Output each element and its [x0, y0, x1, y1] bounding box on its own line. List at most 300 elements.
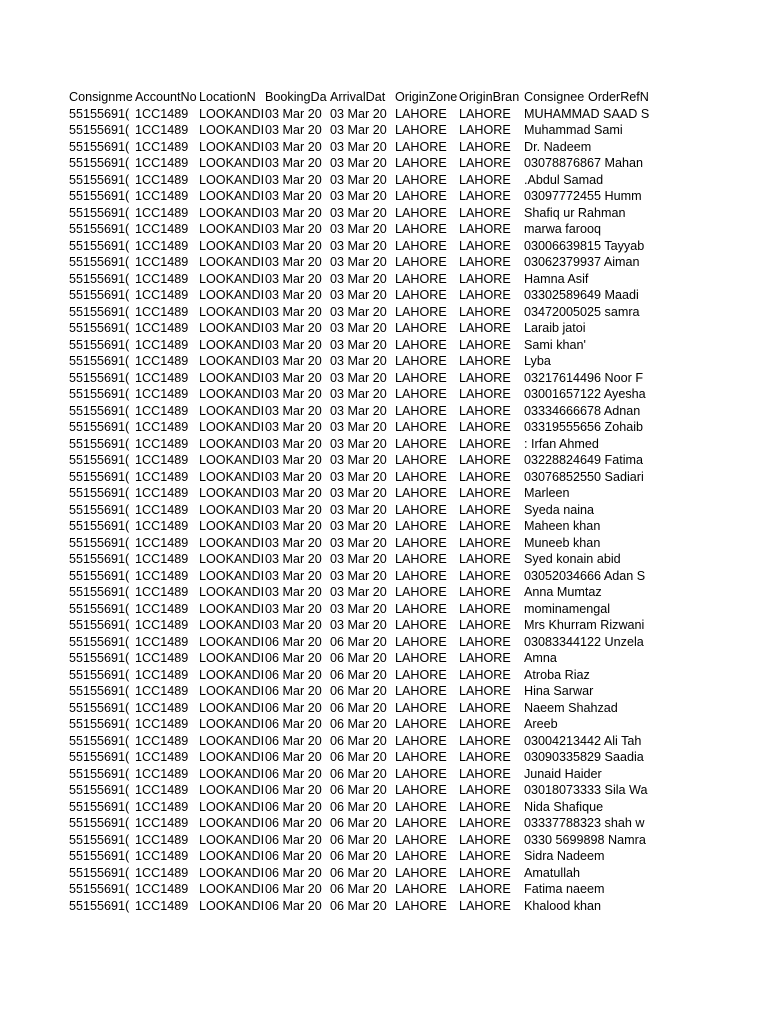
cell-consignment: 55155691( — [69, 486, 130, 500]
cell-origin-branch: LAHORE — [459, 766, 511, 781]
cell-consignee: 03062379937 Aiman — [524, 255, 640, 269]
table-body — [69, 106, 659, 915]
cell-booking-date: 03 Mar 20 — [265, 123, 322, 137]
cell-consignment: 55155691( — [69, 667, 130, 682]
cell-arrival-date: 03 Mar 20 — [330, 106, 387, 121]
cell-origin-zone: LAHORE — [395, 882, 447, 896]
cell-account-no: 1CC1489 — [135, 337, 189, 352]
cell-origin-branch: LAHORE — [459, 651, 511, 665]
cell-location: LOOKANDI — [199, 651, 265, 665]
cell-account-no: 1CC1489 — [135, 651, 189, 665]
cell-origin-zone: LAHORE — [395, 519, 447, 533]
cell-account-no: 1CC1489 — [135, 436, 189, 451]
cell-origin-branch: LAHORE — [459, 816, 511, 830]
cell-location: LOOKANDI — [199, 288, 265, 302]
cell-arrival-date: 03 Mar 20 — [330, 321, 387, 335]
cell-consignee: Sidra Nadeem — [524, 849, 605, 863]
cell-order-ref — [588, 155, 659, 172]
cell-arrival-date: 03 Mar 20 — [330, 288, 387, 302]
cell-account-no: 1CC1489 — [135, 750, 189, 764]
cell-arrival-date: 03 Mar 20 — [330, 469, 387, 484]
cell-origin-zone: LAHORE — [395, 139, 447, 154]
cell-account-no: 1CC1489 — [135, 865, 189, 880]
cell-order-ref — [588, 601, 659, 618]
cell-booking-date: 06 Mar 20 — [265, 684, 322, 698]
cell-origin-branch: LAHORE — [459, 156, 511, 170]
cell-consignee: Hamna Asif — [524, 271, 589, 286]
cell-consignment: 55155691( — [69, 865, 130, 880]
cell-arrival-date: 03 Mar 20 — [330, 552, 387, 566]
table-row — [69, 221, 659, 238]
cell-origin-branch: LAHORE — [459, 288, 511, 302]
cell-account-no: 1CC1489 — [135, 618, 189, 632]
cell-origin-branch: LAHORE — [459, 106, 511, 121]
cell-arrival-date: 03 Mar 20 — [330, 139, 387, 154]
cell-account-no: 1CC1489 — [135, 370, 189, 385]
cell-account-no: 1CC1489 — [135, 832, 189, 847]
cell-arrival-date: 06 Mar 20 — [330, 700, 387, 715]
cell-origin-zone: LAHORE — [395, 436, 447, 451]
cell-origin-zone: LAHORE — [395, 618, 447, 632]
table-row — [69, 419, 659, 436]
cell-account-no: 1CC1489 — [135, 354, 189, 368]
cell-consignment: 55155691( — [69, 816, 130, 830]
cell-account-no: 1CC1489 — [135, 189, 189, 203]
cell-location: LOOKANDI — [199, 882, 265, 896]
cell-origin-branch: LAHORE — [459, 865, 511, 880]
cell-arrival-date: 03 Mar 20 — [330, 436, 387, 451]
cell-booking-date: 06 Mar 20 — [265, 799, 322, 814]
cell-consignment: 55155691( — [69, 387, 130, 401]
cell-location: LOOKANDI — [199, 535, 265, 550]
cell-booking-date: 03 Mar 20 — [265, 106, 322, 121]
table-row — [69, 337, 659, 354]
cell-account-no: 1CC1489 — [135, 486, 189, 500]
cell-booking-date: 03 Mar 20 — [265, 601, 322, 616]
cell-booking-date: 06 Mar 20 — [265, 733, 322, 748]
table-row — [69, 320, 659, 337]
cell-location: LOOKANDI — [199, 865, 265, 880]
cell-account-no: 1CC1489 — [135, 816, 189, 830]
cell-origin-branch: LAHORE — [459, 189, 511, 203]
table-row — [69, 205, 659, 222]
cell-account-no: 1CC1489 — [135, 288, 189, 302]
cell-origin-zone: LAHORE — [395, 849, 447, 863]
cell-consignee: Junaid Haider — [524, 766, 602, 781]
cell-booking-date: 06 Mar 20 — [265, 667, 322, 682]
table-row — [69, 832, 659, 849]
cell-origin-zone: LAHORE — [395, 667, 447, 682]
cell-order-ref — [588, 436, 659, 453]
cell-origin-branch: LAHORE — [459, 354, 511, 368]
cell-arrival-date: 06 Mar 20 — [330, 849, 387, 863]
cell-arrival-date: 06 Mar 20 — [330, 832, 387, 847]
cell-origin-zone: LAHORE — [395, 865, 447, 880]
cell-origin-zone: LAHORE — [395, 898, 447, 913]
cell-consignment: 55155691( — [69, 882, 130, 896]
cell-order-ref — [588, 370, 659, 387]
cell-origin-branch: LAHORE — [459, 700, 511, 715]
cell-origin-zone: LAHORE — [395, 733, 447, 748]
cell-booking-date: 06 Mar 20 — [265, 849, 322, 863]
cell-arrival-date: 06 Mar 20 — [330, 667, 387, 682]
cell-arrival-date: 03 Mar 20 — [330, 420, 387, 434]
cell-location: LOOKANDI — [199, 733, 265, 748]
cell-consignment: 55155691( — [69, 651, 130, 665]
cell-origin-branch: LAHORE — [459, 403, 511, 418]
cell-arrival-date: 03 Mar 20 — [330, 222, 387, 236]
cell-consignment: 55155691( — [69, 783, 130, 797]
cell-consignment: 55155691( — [69, 123, 130, 137]
cell-booking-date: 03 Mar 20 — [265, 436, 322, 451]
cell-account-no: 1CC1489 — [135, 156, 189, 170]
cell-account-no: 1CC1489 — [135, 766, 189, 781]
cell-consignment: 55155691( — [69, 700, 130, 715]
cell-origin-zone: LAHORE — [395, 535, 447, 550]
table-row — [69, 502, 659, 519]
cell-account-no: 1CC1489 — [135, 898, 189, 913]
table-row — [69, 568, 659, 585]
cell-order-ref — [588, 205, 659, 222]
cell-location: LOOKANDI — [199, 403, 265, 418]
cell-order-ref — [588, 568, 659, 585]
cell-order-ref — [588, 122, 659, 139]
cell-location: LOOKANDI — [199, 816, 265, 830]
header-cell-account-no: AccountNo — [135, 90, 197, 104]
cell-origin-zone: LAHORE — [395, 717, 447, 731]
cell-booking-date: 03 Mar 20 — [265, 271, 322, 286]
cell-booking-date: 03 Mar 20 — [265, 469, 322, 484]
cell-account-no: 1CC1489 — [135, 123, 189, 137]
cell-location: LOOKANDI — [199, 750, 265, 764]
cell-order-ref — [588, 848, 659, 865]
cell-consignment: 55155691( — [69, 502, 130, 517]
cell-arrival-date: 03 Mar 20 — [330, 585, 387, 599]
cell-account-no: 1CC1489 — [135, 601, 189, 616]
cell-origin-zone: LAHORE — [395, 651, 447, 665]
cell-consignee: mominamengal — [524, 601, 611, 616]
cell-origin-zone: LAHORE — [395, 750, 447, 764]
cell-arrival-date: 03 Mar 20 — [330, 568, 387, 583]
cell-consignee: 03334666678 Adnan — [524, 403, 641, 418]
table-row — [69, 881, 659, 898]
cell-location: LOOKANDI — [199, 717, 265, 731]
cell-consignment: 55155691( — [69, 321, 130, 335]
table-row — [69, 122, 659, 139]
cell-location: LOOKANDI — [199, 618, 265, 632]
cell-arrival-date: 03 Mar 20 — [330, 189, 387, 203]
cell-arrival-date: 06 Mar 20 — [330, 783, 387, 797]
cell-origin-branch: LAHORE — [459, 436, 511, 451]
cell-consignee: Areeb — [524, 717, 558, 731]
cell-arrival-date: 06 Mar 20 — [330, 816, 387, 830]
cell-booking-date: 06 Mar 20 — [265, 651, 322, 665]
cell-consignment: 55155691( — [69, 288, 130, 302]
cell-booking-date: 06 Mar 20 — [265, 750, 322, 764]
cell-booking-date: 03 Mar 20 — [265, 189, 322, 203]
cell-consignment: 55155691( — [69, 453, 130, 467]
cell-account-no: 1CC1489 — [135, 502, 189, 517]
cell-origin-zone: LAHORE — [395, 700, 447, 715]
cell-consignee: Marleen — [524, 486, 570, 500]
cell-origin-zone: LAHORE — [395, 420, 447, 434]
cell-origin-branch: LAHORE — [459, 519, 511, 533]
cell-arrival-date: 06 Mar 20 — [330, 684, 387, 698]
cell-account-no: 1CC1489 — [135, 667, 189, 682]
table-row — [69, 700, 659, 717]
cell-order-ref — [588, 254, 659, 271]
cell-arrival-date: 03 Mar 20 — [330, 354, 387, 368]
header-cell-consignee: Consignee — [524, 90, 585, 104]
cell-account-no: 1CC1489 — [135, 552, 189, 566]
cell-booking-date: 03 Mar 20 — [265, 288, 322, 302]
cell-order-ref — [588, 518, 659, 535]
cell-account-no: 1CC1489 — [135, 403, 189, 418]
cell-account-no: 1CC1489 — [135, 799, 189, 814]
cell-account-no: 1CC1489 — [135, 717, 189, 731]
cell-origin-branch: LAHORE — [459, 667, 511, 682]
cell-order-ref — [588, 287, 659, 304]
cell-origin-zone: LAHORE — [395, 238, 447, 253]
cell-origin-branch: LAHORE — [459, 469, 511, 484]
cell-consignee: 03217614496 Noor F — [524, 370, 644, 385]
cell-account-no: 1CC1489 — [135, 420, 189, 434]
cell-consignee: 03090335829 Saadia — [524, 750, 644, 764]
cell-booking-date: 03 Mar 20 — [265, 139, 322, 154]
cell-consignee: Anna Mumtaz — [524, 585, 602, 599]
table-row — [69, 716, 659, 733]
cell-location: LOOKANDI — [199, 354, 265, 368]
cell-origin-branch: LAHORE — [459, 799, 511, 814]
cell-origin-branch: LAHORE — [459, 717, 511, 731]
cell-consignment: 55155691( — [69, 750, 130, 764]
cell-consignee: Syeda naina — [524, 502, 595, 517]
cell-origin-branch: LAHORE — [459, 733, 511, 748]
cell-account-no: 1CC1489 — [135, 568, 189, 583]
table-row — [69, 551, 659, 568]
cell-consignee: 03083344122 Unzela — [524, 634, 644, 649]
cell-consignment: 55155691( — [69, 189, 130, 203]
cell-location: LOOKANDI — [199, 783, 265, 797]
cell-origin-branch: LAHORE — [459, 882, 511, 896]
cell-arrival-date: 03 Mar 20 — [330, 123, 387, 137]
cell-consignee: Atroba Riaz — [524, 667, 590, 682]
cell-arrival-date: 03 Mar 20 — [330, 618, 387, 632]
cell-arrival-date: 06 Mar 20 — [330, 882, 387, 896]
cell-location: LOOKANDI — [199, 271, 265, 286]
cell-origin-zone: LAHORE — [395, 321, 447, 335]
cell-account-no: 1CC1489 — [135, 535, 189, 550]
cell-consignment: 55155691( — [69, 304, 130, 319]
table-row — [69, 353, 659, 370]
cell-location: LOOKANDI — [199, 420, 265, 434]
cell-origin-branch: LAHORE — [459, 172, 511, 187]
cell-order-ref — [588, 617, 659, 634]
cell-consignment: 55155691( — [69, 420, 130, 434]
cell-account-no: 1CC1489 — [135, 321, 189, 335]
cell-order-ref — [588, 782, 659, 799]
cell-consignee: Mrs Khurram Rizwani — [524, 618, 645, 632]
cell-consignee: 03337788323 shah w — [524, 816, 645, 830]
cell-booking-date: 03 Mar 20 — [265, 337, 322, 352]
cell-order-ref — [588, 139, 659, 156]
cell-location: LOOKANDI — [199, 436, 265, 451]
cell-location: LOOKANDI — [199, 370, 265, 385]
table-row — [69, 782, 659, 799]
table-row — [69, 667, 659, 684]
cell-booking-date: 03 Mar 20 — [265, 222, 322, 236]
cell-booking-date: 03 Mar 20 — [265, 354, 322, 368]
cell-location: LOOKANDI — [199, 139, 265, 154]
cell-consignee: Maheen khan — [524, 519, 601, 533]
table-row — [69, 172, 659, 189]
cell-booking-date: 03 Mar 20 — [265, 519, 322, 533]
cell-order-ref — [588, 172, 659, 189]
cell-booking-date: 03 Mar 20 — [265, 304, 322, 319]
cell-order-ref — [588, 386, 659, 403]
table-row — [69, 535, 659, 552]
cell-order-ref — [588, 452, 659, 469]
cell-consignee: MUHAMMAD SAAD S — [524, 106, 650, 121]
cell-booking-date: 06 Mar 20 — [265, 816, 322, 830]
cell-order-ref — [588, 898, 659, 915]
cell-order-ref — [588, 419, 659, 436]
cell-origin-zone: LAHORE — [395, 271, 447, 286]
cell-consignee: 03302589649 Maadi — [524, 288, 639, 302]
cell-arrival-date: 03 Mar 20 — [330, 535, 387, 550]
cell-booking-date: 06 Mar 20 — [265, 832, 322, 847]
cell-origin-zone: LAHORE — [395, 304, 447, 319]
cell-consignee: Fatima naeem — [524, 882, 605, 896]
cell-consignee: 03018073333 Sila Wa — [524, 783, 648, 797]
cell-consignment: 55155691( — [69, 898, 130, 913]
cell-account-no: 1CC1489 — [135, 519, 189, 533]
cell-consignee: Khalood khan — [524, 898, 602, 913]
cell-order-ref — [588, 584, 659, 601]
cell-consignment: 55155691( — [69, 403, 130, 418]
cell-consignee: Muhammad Sami — [524, 123, 623, 137]
cell-origin-zone: LAHORE — [395, 387, 447, 401]
cell-consignment: 55155691( — [69, 436, 130, 451]
cell-consignee: Syed konain abid — [524, 552, 621, 566]
cell-location: LOOKANDI — [199, 238, 265, 253]
cell-consignee: : Irfan Ahmed — [524, 436, 599, 451]
cell-arrival-date: 06 Mar 20 — [330, 634, 387, 649]
cell-booking-date: 06 Mar 20 — [265, 882, 322, 896]
cell-location: LOOKANDI — [199, 486, 265, 500]
cell-order-ref — [588, 881, 659, 898]
cell-account-no: 1CC1489 — [135, 304, 189, 319]
table-row — [69, 799, 659, 816]
cell-order-ref — [588, 650, 659, 667]
cell-order-ref — [588, 485, 659, 502]
cell-consignment: 55155691( — [69, 238, 130, 253]
cell-origin-branch: LAHORE — [459, 634, 511, 649]
table-row — [69, 733, 659, 750]
cell-location: LOOKANDI — [199, 502, 265, 517]
cell-arrival-date: 03 Mar 20 — [330, 337, 387, 352]
table-row — [69, 287, 659, 304]
cell-origin-zone: LAHORE — [395, 684, 447, 698]
cell-location: LOOKANDI — [199, 849, 265, 863]
cell-consignee: Muneeb khan — [524, 535, 601, 550]
table-row — [69, 403, 659, 420]
cell-consignee: Nida Shafique — [524, 799, 604, 814]
cell-origin-zone: LAHORE — [395, 205, 447, 220]
cell-location: LOOKANDI — [199, 453, 265, 467]
header-cell-booking-date: BookingDa — [265, 90, 327, 104]
cell-origin-branch: LAHORE — [459, 486, 511, 500]
cell-consignment: 55155691( — [69, 535, 130, 550]
cell-consignee: 03006639815 Tayyab — [524, 238, 645, 253]
cell-arrival-date: 03 Mar 20 — [330, 453, 387, 467]
cell-consignee: Naeem Shahzad — [524, 700, 618, 715]
cell-consignment: 55155691( — [69, 684, 130, 698]
table-row — [69, 139, 659, 156]
table-row — [69, 155, 659, 172]
cell-account-no: 1CC1489 — [135, 733, 189, 748]
cell-booking-date: 03 Mar 20 — [265, 453, 322, 467]
cell-consignee: Lyba — [524, 354, 551, 368]
cell-consignee: Sami khan' — [524, 337, 586, 352]
cell-location: LOOKANDI — [199, 832, 265, 847]
cell-origin-branch: LAHORE — [459, 205, 511, 220]
cell-consignment: 55155691( — [69, 106, 130, 121]
cell-booking-date: 03 Mar 20 — [265, 172, 322, 187]
cell-location: LOOKANDI — [199, 585, 265, 599]
cell-order-ref — [588, 106, 659, 123]
cell-origin-zone: LAHORE — [395, 601, 447, 616]
table-row — [69, 601, 659, 618]
table-row — [69, 238, 659, 255]
cell-consignee: 03097772455 Humm — [524, 189, 642, 203]
table-row — [69, 898, 659, 915]
cell-arrival-date: 06 Mar 20 — [330, 750, 387, 764]
cell-origin-zone: LAHORE — [395, 469, 447, 484]
table-row — [69, 436, 659, 453]
cell-origin-zone: LAHORE — [395, 783, 447, 797]
cell-origin-zone: LAHORE — [395, 799, 447, 814]
cell-order-ref — [588, 683, 659, 700]
cell-consignee: Amatullah — [524, 865, 581, 880]
cell-consignee: Laraib jatoi — [524, 321, 586, 335]
cell-arrival-date: 03 Mar 20 — [330, 205, 387, 220]
cell-origin-branch: LAHORE — [459, 849, 511, 863]
cell-consignment: 55155691( — [69, 585, 130, 599]
cell-consignment: 55155691( — [69, 370, 130, 385]
cell-location: LOOKANDI — [199, 321, 265, 335]
cell-origin-branch: LAHORE — [459, 783, 511, 797]
cell-location: LOOKANDI — [199, 898, 265, 913]
table-row — [69, 254, 659, 271]
cell-location: LOOKANDI — [199, 469, 265, 484]
cell-account-no: 1CC1489 — [135, 453, 189, 467]
cell-location: LOOKANDI — [199, 222, 265, 236]
cell-consignment: 55155691( — [69, 255, 130, 269]
cell-location: LOOKANDI — [199, 106, 265, 121]
cell-origin-zone: LAHORE — [395, 832, 447, 847]
cell-location: LOOKANDI — [199, 519, 265, 533]
cell-booking-date: 06 Mar 20 — [265, 783, 322, 797]
table-row — [69, 634, 659, 651]
cell-arrival-date: 03 Mar 20 — [330, 486, 387, 500]
cell-origin-zone: LAHORE — [395, 766, 447, 781]
cell-origin-branch: LAHORE — [459, 255, 511, 269]
cell-account-no: 1CC1489 — [135, 849, 189, 863]
cell-origin-branch: LAHORE — [459, 618, 511, 632]
table-row — [69, 485, 659, 502]
cell-booking-date: 06 Mar 20 — [265, 717, 322, 731]
